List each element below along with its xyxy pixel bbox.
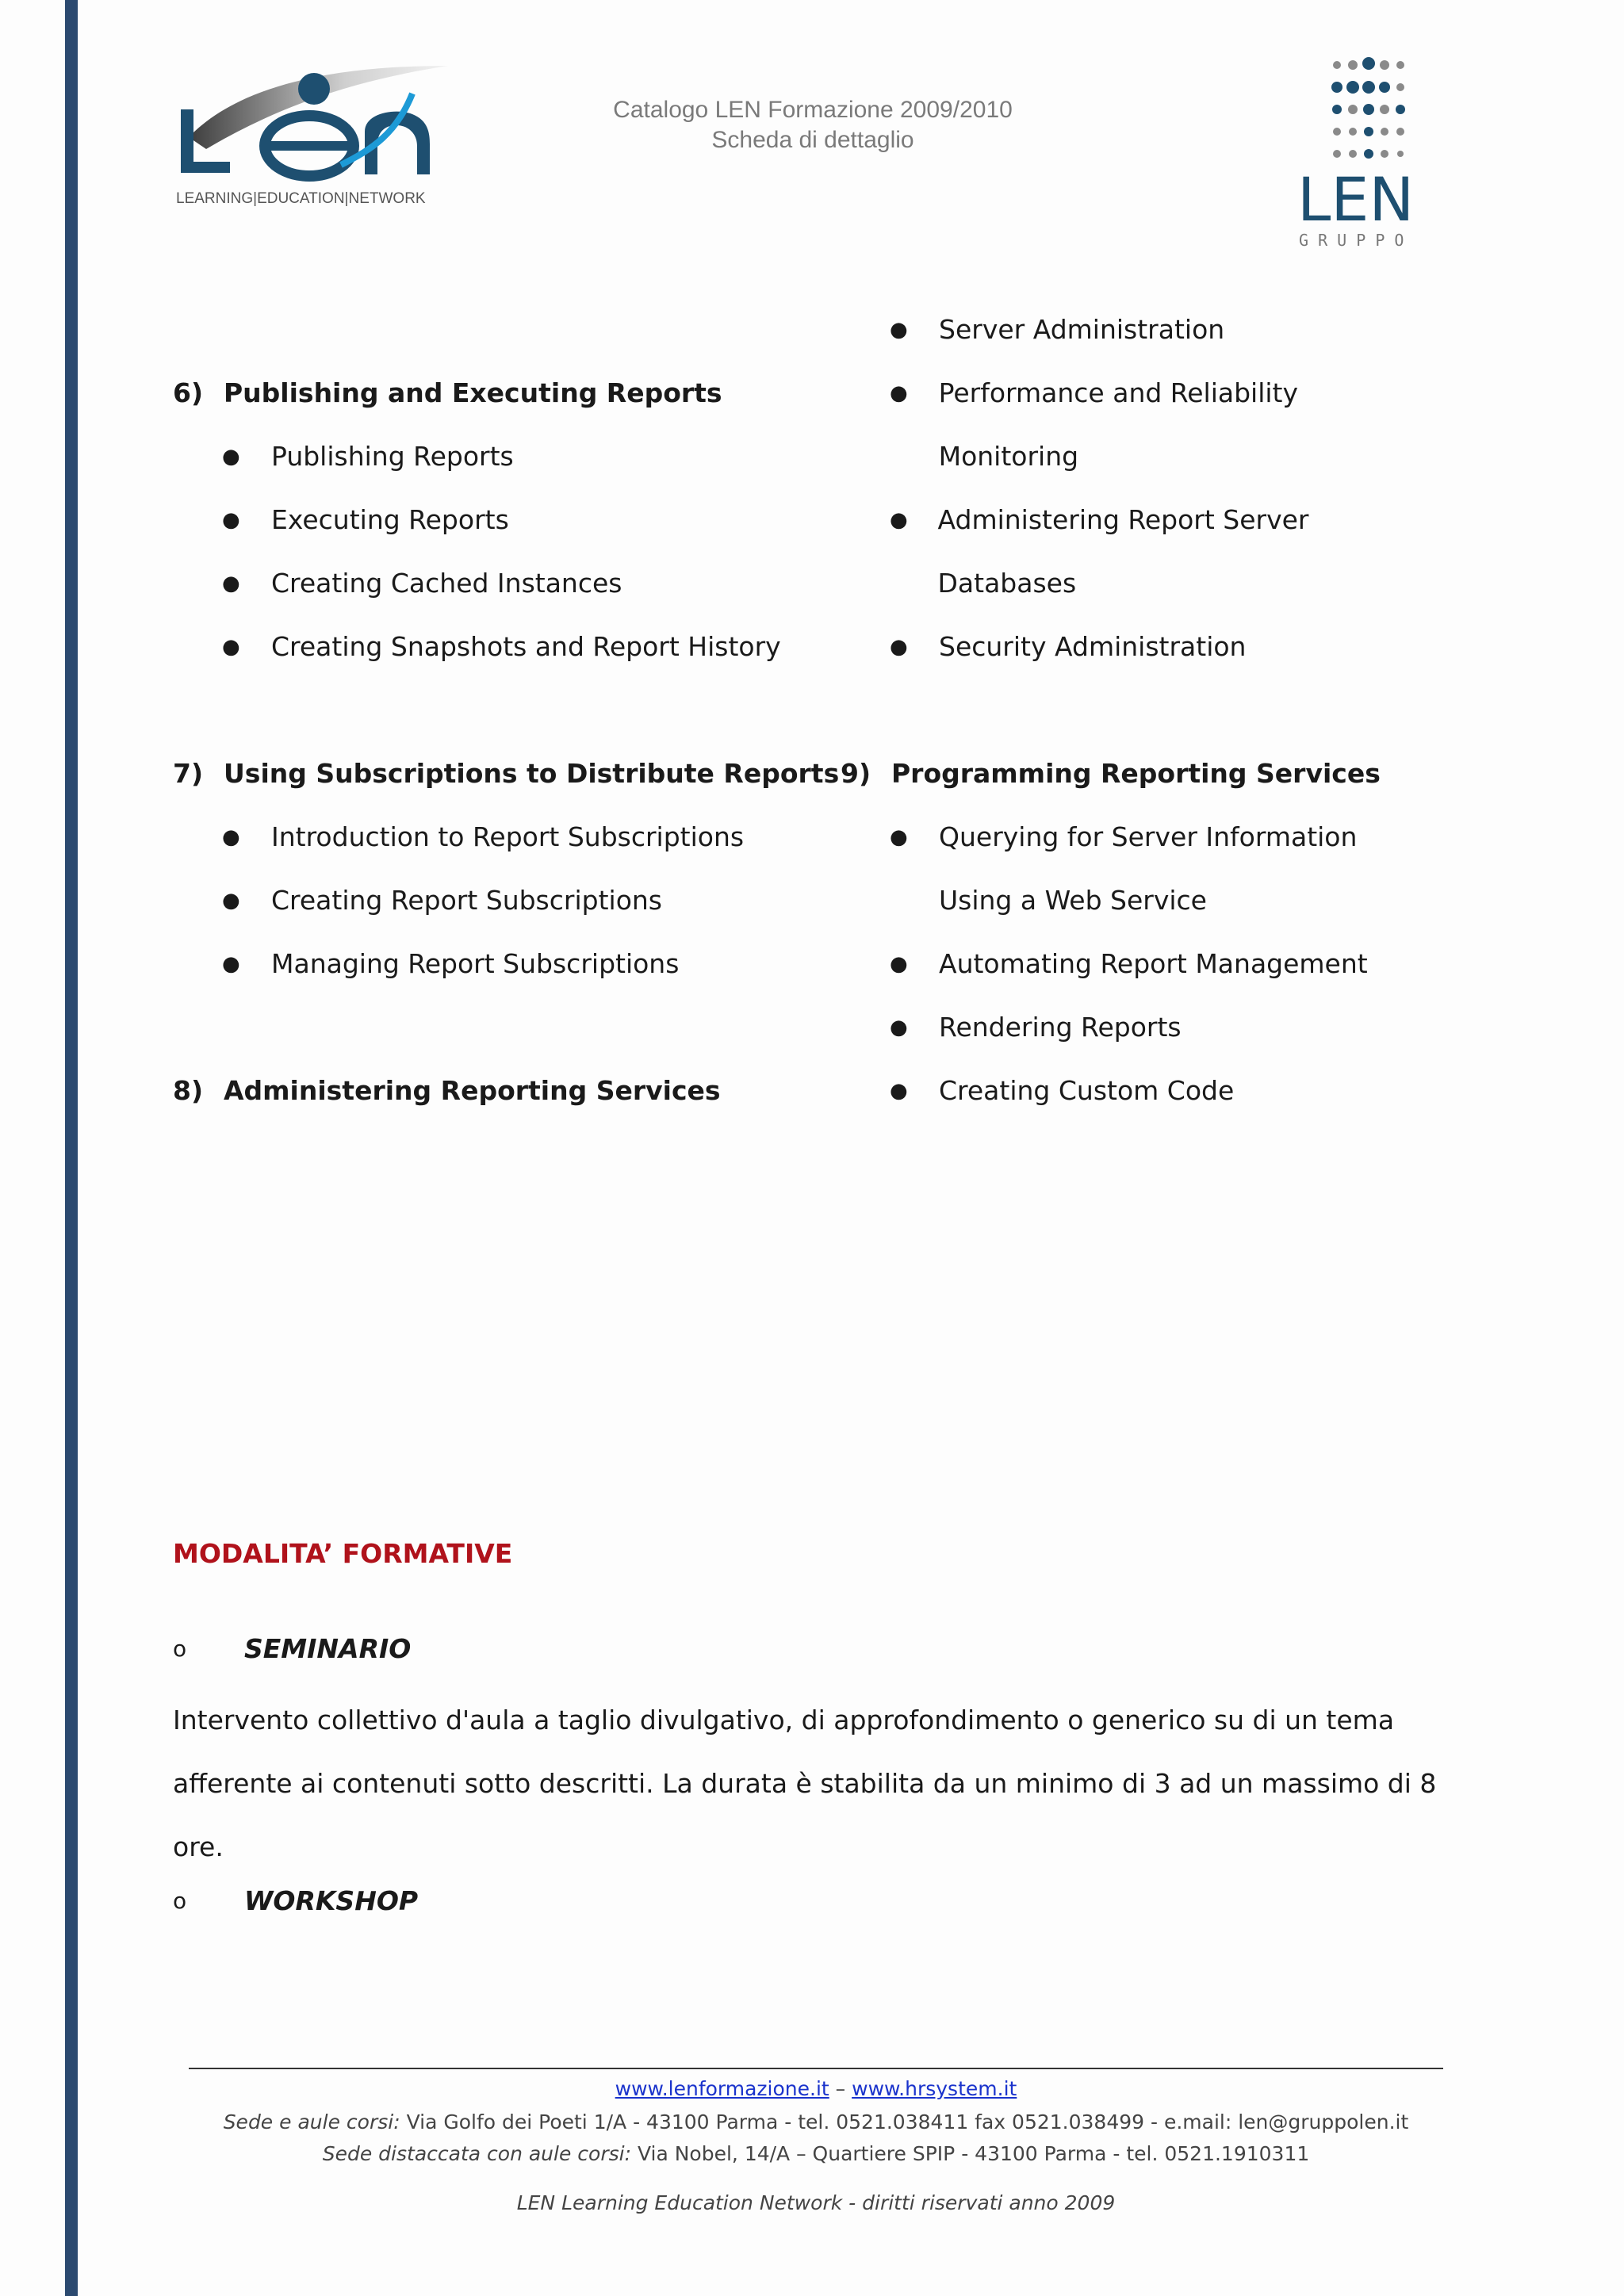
list-item [841, 932, 1443, 996]
list-item-text: Executing Reports [271, 504, 509, 535]
section-title: Programming Reporting Services [891, 758, 1381, 789]
bullet-icon: ● [890, 635, 908, 659]
list-item [173, 869, 855, 932]
list-item-text: Server Administration [939, 314, 1225, 345]
section-number: 8) [173, 1075, 204, 1106]
list-item [173, 425, 855, 488]
section-number: 6) [173, 377, 204, 408]
page-side-bar [65, 0, 78, 2296]
list-item [841, 806, 1443, 932]
list-item [173, 552, 855, 615]
bullet-icon: ● [222, 825, 240, 849]
workshop-row [173, 1885, 418, 1916]
bullet-icon: ● [222, 952, 240, 976]
list-item-text: Performance and Reliability Monitoring [938, 377, 1299, 472]
content-left-column [173, 362, 855, 1123]
len-gruppo-subtitle: G R U P P O [1299, 231, 1404, 250]
footer-links [189, 2077, 1443, 2100]
bullet-icon: ● [890, 1016, 908, 1039]
link-separator: – [829, 2077, 852, 2100]
section-9-heading [841, 742, 1443, 806]
catalog-subtitle: Scheda di dettaglio [711, 127, 914, 153]
section-number: 7) [173, 758, 204, 789]
list-item-text: Introduction to Report Subscriptions [271, 821, 745, 852]
bullet-icon: ● [890, 318, 908, 342]
footer-copyright: LEN Learning Education Network - diritti riservati anno 2009 [516, 2191, 1116, 2214]
list-item [173, 932, 855, 996]
seminario-label: SEMINARIO [244, 1633, 412, 1664]
len-gruppo-graphic [1293, 52, 1467, 258]
list-item [173, 806, 855, 869]
document-header [555, 95, 1071, 155]
list-item-text: Creating Custom Code [939, 1075, 1235, 1106]
bullet-icon: ● [890, 508, 908, 532]
content-right-column [841, 298, 1443, 1123]
len-logo-graphic [174, 62, 452, 209]
bullet-icon: ● [890, 381, 908, 405]
len-gruppo-word: LEN [1297, 164, 1415, 235]
section-8-heading [173, 1059, 855, 1123]
section-title: Administering Reporting Services [224, 1075, 721, 1106]
catalog-title: Catalogo LEN Formazione 2009/2010 [613, 97, 1013, 123]
seminario-row [173, 1633, 411, 1664]
list-item-text: Publishing Reports [271, 441, 514, 472]
section-number: 9) [841, 758, 871, 789]
modalita-heading: MODALITA’ FORMATIVE [173, 1538, 513, 1569]
bullet-icon: ● [222, 572, 240, 595]
circle-bullet-icon: o [173, 1888, 187, 1914]
list-item-text: Automating Report Management [939, 948, 1368, 979]
list-item [841, 615, 1443, 679]
footer-address-main [189, 2110, 1443, 2133]
bullet-icon: ● [890, 1079, 908, 1103]
len-gruppo-logo [1293, 52, 1467, 258]
list-item-text: Creating Report Subscriptions [271, 885, 662, 916]
bullet-icon: ● [890, 952, 908, 976]
list-item-text: Creating Cached Instances [271, 568, 622, 599]
list-item-text: Security Administration [939, 631, 1247, 662]
circle-bullet-icon: o [173, 1636, 187, 1662]
list-item [841, 298, 1443, 362]
bullet-icon: ● [222, 889, 240, 913]
bullet-icon: ● [222, 508, 240, 532]
footer-address-branch [189, 2142, 1443, 2165]
lenformazione-link[interactable]: www.lenformazione.it [615, 2077, 829, 2100]
bullet-icon: ● [222, 635, 240, 659]
address-text: Via Golfo dei Poeti 1/A - 43100 Parma - tel. 0521.038411 fax 0521.038499 - e.mail: len@gruppolen.it [400, 2110, 1409, 2133]
list-item [173, 615, 855, 679]
list-item [841, 488, 1443, 615]
hrsystem-link[interactable]: www.hrsystem.it [852, 2077, 1017, 2100]
section-title: Using Subscriptions to Distribute Reports [224, 758, 840, 789]
list-item [841, 362, 1443, 488]
list-item [841, 996, 1443, 1059]
list-item [841, 1059, 1443, 1123]
len-logo [174, 62, 452, 209]
workshop-label: WORKSHOP [244, 1885, 419, 1916]
section-title: Publishing and Executing Reports [224, 377, 722, 408]
footer-divider [189, 2068, 1443, 2069]
list-item-text: Creating Snapshots and Report History [271, 631, 781, 662]
section-6-heading [173, 362, 855, 425]
address-label: Sede e aule corsi: [223, 2110, 400, 2133]
list-item-text: Managing Report Subscriptions [271, 948, 680, 979]
len-logo-caption: LEARNING|EDUCATION|NETWORK [176, 190, 426, 207]
list-item-text: Administering Report Server Databases [937, 504, 1309, 599]
seminario-description: Intervento collettivo d'aula a taglio divulgativo, di approfondimento o generico su di un tema afferente ai contenuti sotto descritti. La durata è stabilita da un minimo di 3 ad un massimo di 8 ore. [173, 1705, 1437, 1862]
address-text: Via Nobel, 14/A – Quartiere SPIP - 43100 Parma - tel. 0521.1910311 [631, 2142, 1310, 2165]
address-label: Sede distaccata con aule corsi: [322, 2142, 632, 2165]
list-item [173, 488, 855, 552]
section-7-heading [173, 742, 855, 806]
list-item-text: Querying for Server Information Using a Web Service [939, 821, 1358, 916]
bullet-icon: ● [222, 445, 240, 469]
list-item-text: Rendering Reports [939, 1012, 1182, 1043]
bullet-icon: ● [890, 825, 908, 849]
